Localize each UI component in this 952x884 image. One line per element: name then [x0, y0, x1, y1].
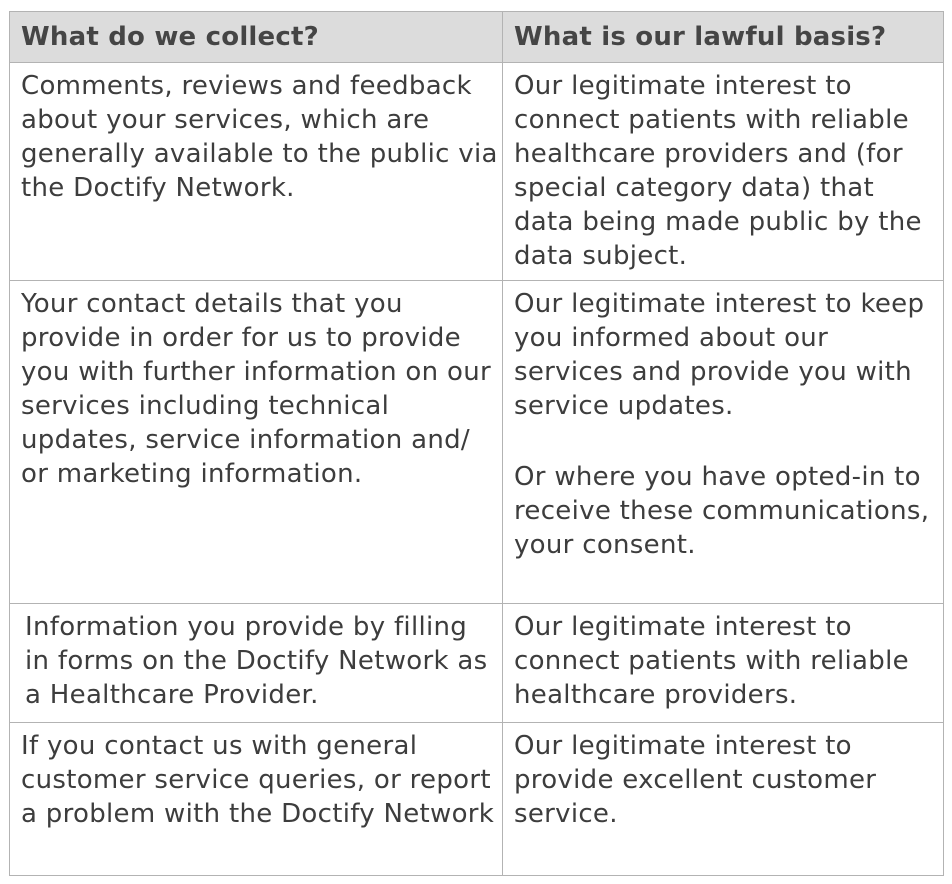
basis-cell	[503, 281, 944, 604]
lawful-basis-table-container	[9, 11, 943, 876]
table-row	[10, 281, 944, 604]
basis-cell	[503, 604, 944, 723]
header-lawful-basis: What is our lawful basis?	[503, 12, 944, 63]
basis-text: Or where you have opted-in to receive these communications, your consent.	[514, 462, 930, 560]
table-header-row	[10, 12, 944, 63]
basis-text: Our legitimate interest to connect patients with reliable healthcare providers.	[514, 612, 909, 710]
basis-cell	[503, 63, 944, 281]
basis-text: Our legitimate interest to keep you informed about our services and provide you with service updates.	[514, 289, 925, 421]
table-row	[10, 723, 944, 876]
table-row	[10, 604, 944, 723]
basis-cell	[503, 723, 944, 876]
table-row	[10, 63, 944, 281]
lawful-basis-table	[9, 11, 944, 876]
collect-text: Information you provide by filling in forms on the Doctify Network as a Healthcare Provider.	[25, 612, 488, 710]
basis-text: Our legitimate interest to connect patients with reliable healthcare providers and (for special category data) that data being made public by the data subject.	[514, 71, 922, 271]
collect-cell	[10, 604, 503, 723]
header-what-we-collect: What do we collect?	[10, 12, 503, 63]
collect-cell: Your contact details that you provide in order for us to provide you with further information on our services including technical updates, service information and/ or marketing information.	[10, 281, 503, 604]
collect-cell: Comments, reviews and feedback about your services, which are generally available to the public via the Doctify Network.	[10, 63, 503, 281]
basis-text: Our legitimate interest to provide excellent customer service.	[514, 731, 877, 829]
collect-cell: If you contact us with general customer service queries, or report a problem with the Doctify Network	[10, 723, 503, 876]
